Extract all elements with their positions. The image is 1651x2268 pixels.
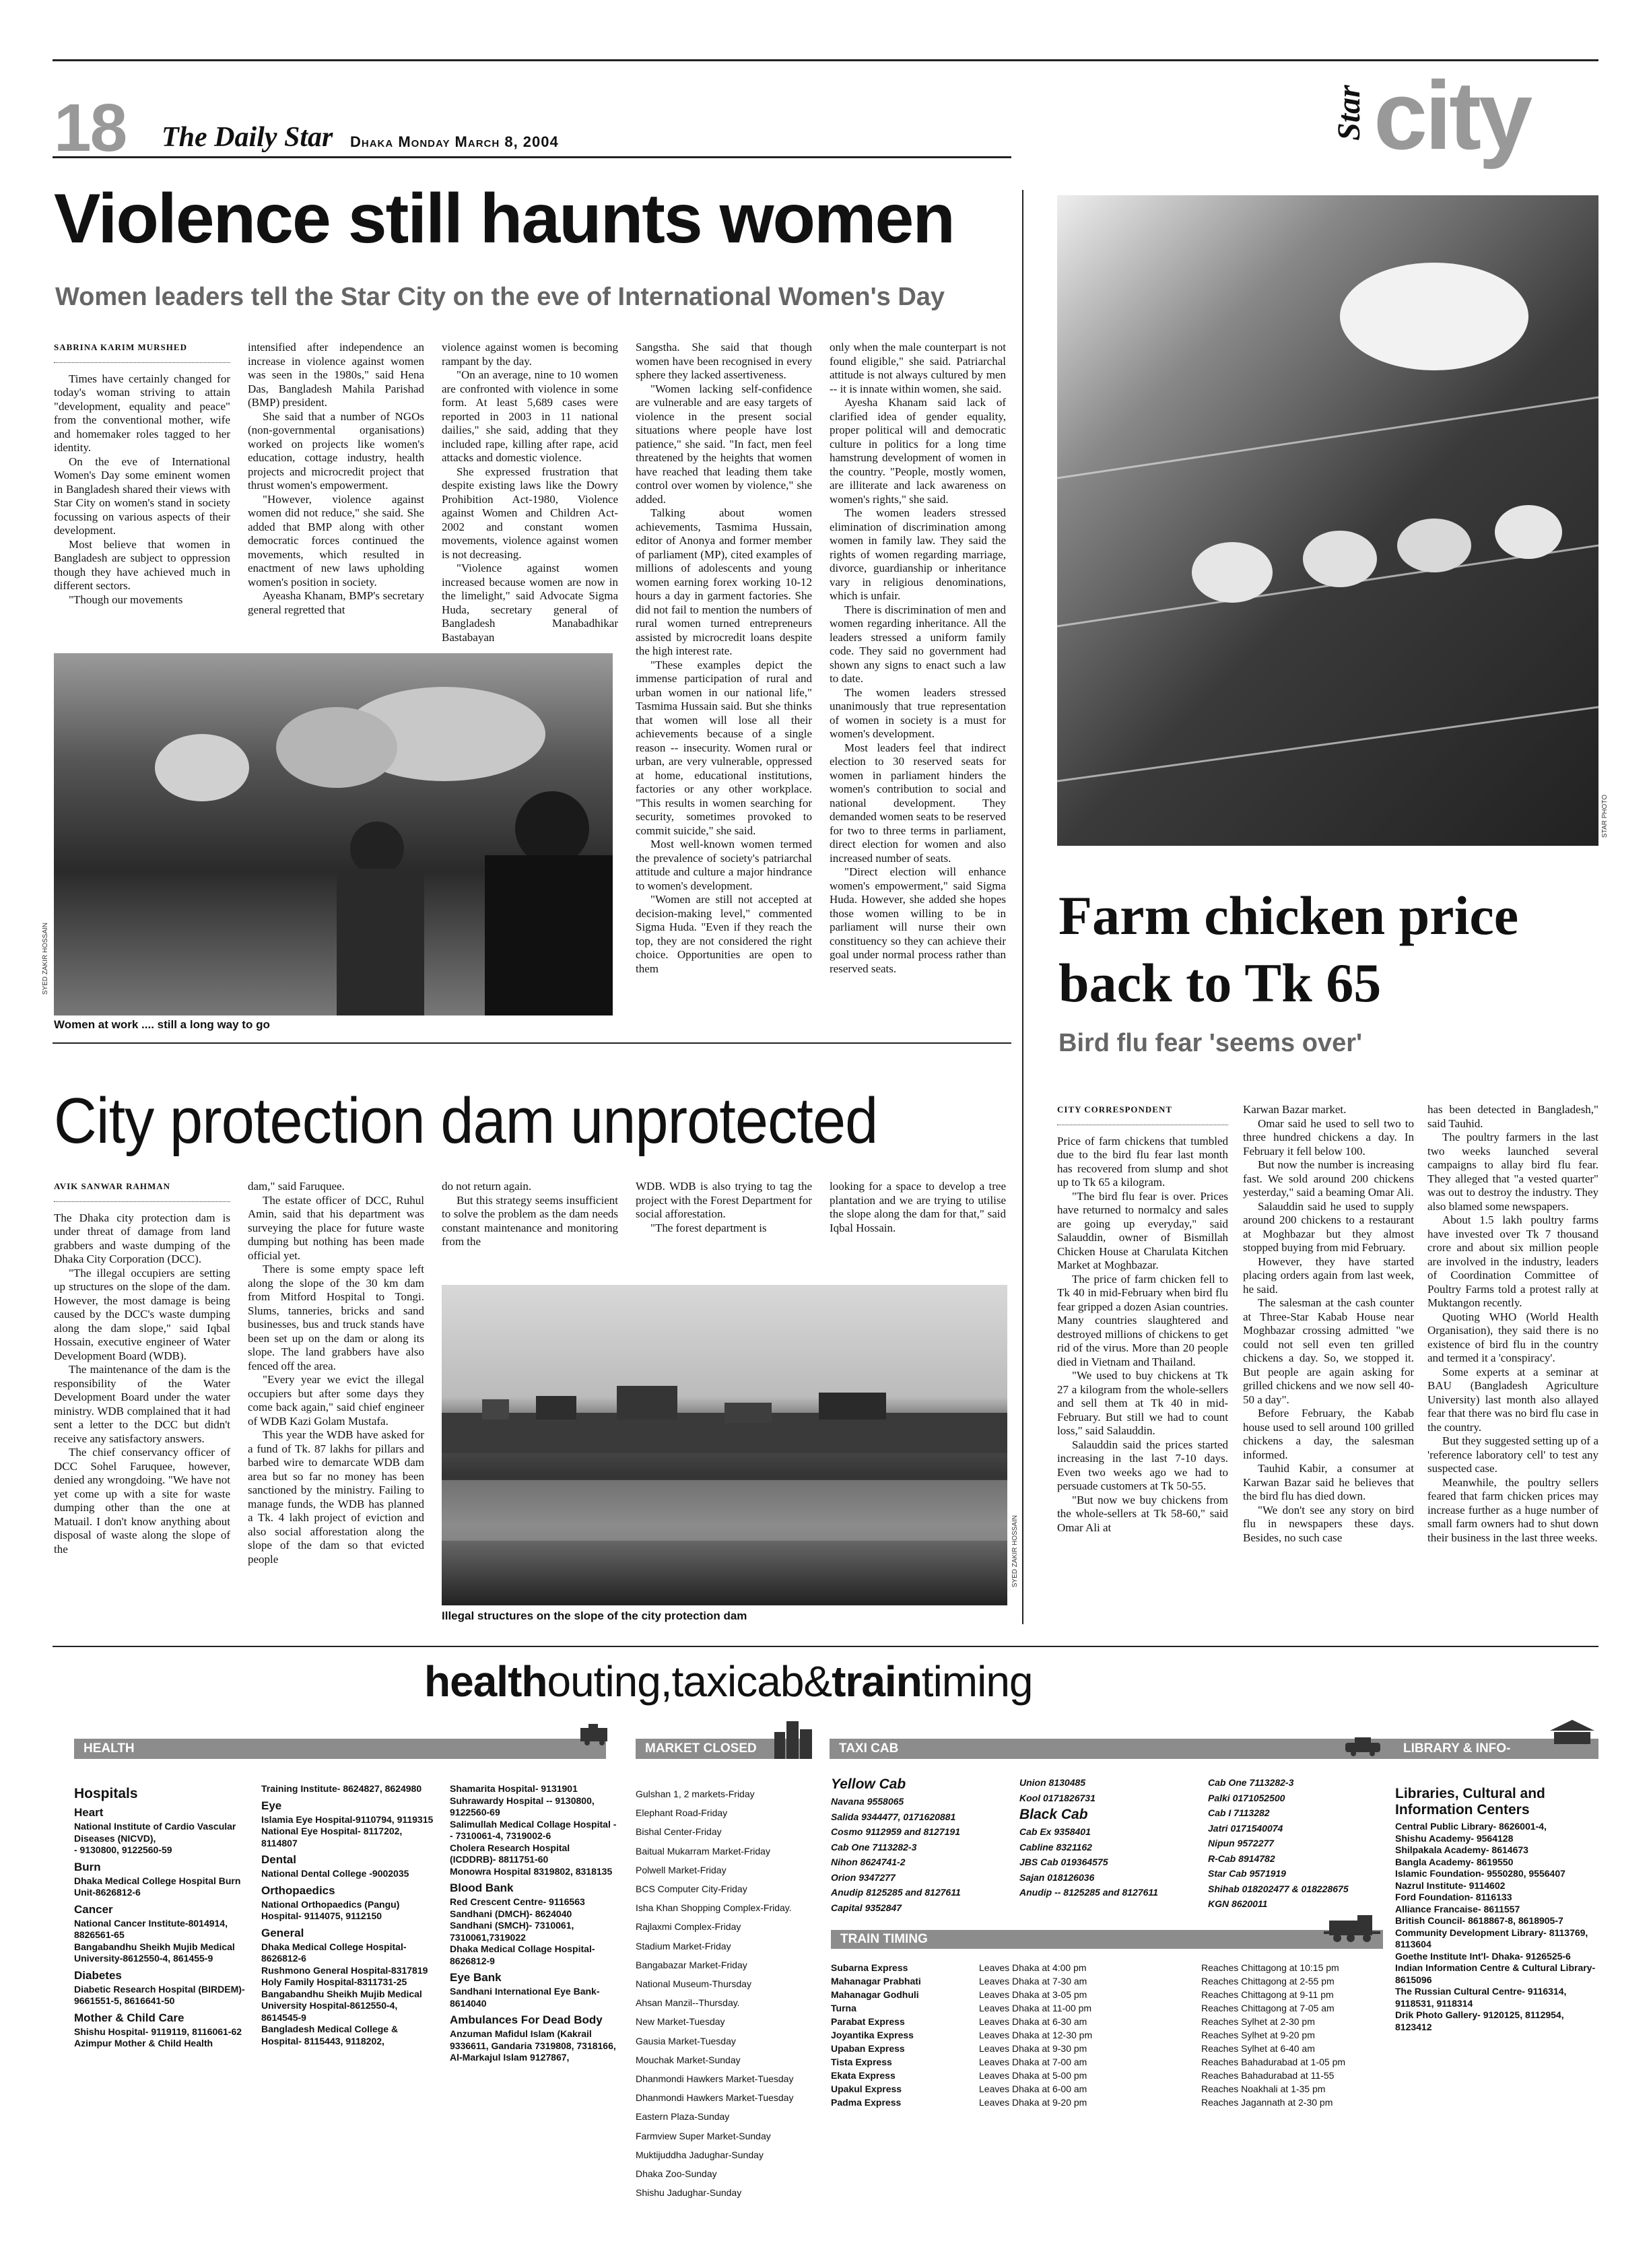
story2-col1	[1057, 1103, 1228, 1535]
paragraph: She expressed frustration that despite existing laws like the Dowry Prohibition Act-1980, Violence against Women and Children Act-2002 and constant women movements, violence against women is not decreasing.	[442, 465, 618, 561]
train-name: Mahanagar Prabhati	[831, 1976, 921, 1987]
service-line: Dhaka Medical College Hospital Burn Unit-8626812-6	[74, 1875, 241, 1898]
train-departure: Leaves Dhaka at 6-00 am	[979, 2083, 1087, 2094]
service-line: Bangabandhu Sheikh Mujib Medical University Hospital-8612550-4, 8614545-9	[261, 1988, 422, 2023]
paragraph: WDB. WDB is also trying to tag the project with the Forest Department for social afforestation.	[636, 1180, 813, 1220]
library-icon	[1549, 1719, 1596, 1745]
paragraph: There is some empty space left along the slope of the 30 km dam from Mitford Hospital to Tongi. Slums, tanneries, bricks and sand businesses, bus and truck stands have been set up on the dam or along its slope. The land grabbers have also fenced off the area.	[248, 1263, 424, 1372]
column-rule	[1022, 190, 1023, 1624]
story3-byline: AVIK SANWAR RAHMAN	[54, 1181, 171, 1191]
story3-col2	[248, 1180, 424, 1566]
train-departure: Leaves Dhaka at 12-30 pm	[979, 2030, 1093, 2040]
service-line: Shamarita Hospital- 9131901	[450, 1783, 578, 1794]
dam-photo	[442, 1285, 1007, 1605]
service-line: Salimullah Medical Collage Hospital -- 7310061-4, 7319002-6	[450, 1818, 617, 1841]
train-arrival: Reaches Sylhet at 2-30 pm	[1201, 2016, 1315, 2027]
blood-title: Blood Bank	[450, 1881, 514, 1894]
taxi-item: Shihab 018202477 & 018228675	[1208, 1883, 1349, 1894]
taxi-item: Union 8130485	[1019, 1777, 1086, 1788]
market-item: Farmview Super Market-Sunday	[636, 2130, 771, 2141]
train-row	[831, 2042, 1390, 2055]
health-col3	[450, 1783, 618, 2064]
market-item: Dhaka Zoo-Sunday	[636, 2168, 717, 2180]
service-line: Bangabandhu Sheikh Mujib Medical University-8612550-4, 861455-9	[74, 1941, 235, 1964]
service-line: Holy Family Hospital-8311731-25	[261, 1976, 407, 1987]
market-item: Ahsan Manzil--Thursday.	[636, 1997, 740, 2009]
story1-headline: Violence still haunts women	[54, 180, 954, 258]
service-line: Suhrawardy Hospital -- 9130800, 9122560-69	[450, 1795, 595, 1817]
library-item: Central Public Library- 8626001-4,	[1395, 1821, 1547, 1832]
health-col1	[74, 1778, 249, 2050]
photo-caption: Women at work .... still a long way to go	[54, 1018, 270, 1031]
taxi-label: TAXI CAB	[839, 1741, 899, 1756]
paragraph: "On an average, nine to 10 women are confronted with violence in some form. At least 5,689 cases were reported in 2003 in 11 national dailies," she said, adding that they included rape, killing after rape, acid attacks and domestic violence.	[442, 368, 618, 464]
paragraph: Omar said he used to sell two to three hundred chickens a day. In February it fell below 100.	[1243, 1116, 1414, 1158]
paragraph: But now the number is increasing fast. We sold around 200 chickens yesterday," said a beaming Omar Ali.	[1243, 1158, 1414, 1199]
taxi-item: Orion 9347277	[831, 1871, 896, 1883]
story2-col3	[1427, 1103, 1598, 1545]
story3-col5	[830, 1180, 1006, 1235]
cage-lines	[1057, 195, 1598, 846]
train-label: TRAIN TIMING	[840, 1932, 928, 1946]
train-arrival: Reaches Bahadurabad at 11-55	[1201, 2070, 1335, 2081]
market-item: Eastern Plaza-Sunday	[636, 2111, 730, 2123]
train-row	[831, 2001, 1390, 2015]
taxi-col3	[1208, 1775, 1390, 1912]
service-line: Sandhani International Eye Bank-8614040	[450, 1986, 600, 2009]
service-line: Rushmono General Hospital-8317819	[261, 1964, 428, 1976]
taxi-item: Jatri 0171540074	[1208, 1822, 1283, 1834]
service-line: National Institute of Cardio Vascular Diseases (NICVD),	[74, 1821, 236, 1844]
market-label: MARKET CLOSED	[645, 1741, 757, 1756]
mother-title: Mother & Child Care	[74, 2011, 184, 2024]
paragraph: Karwan Bazar market.	[1243, 1103, 1347, 1116]
photo-silhouettes	[54, 653, 613, 1015]
train-arrival: Reaches Noakhali at 1-35 pm	[1201, 2083, 1326, 2094]
diabetes-title: Diabetes	[74, 1968, 122, 1982]
taxi-item: Cab Ex 9358401	[1019, 1826, 1091, 1837]
story3-col4	[636, 1180, 812, 1235]
byline-rule	[54, 358, 230, 363]
paragraph: This year the WDB have asked for a fund of Tk. 87 lakhs for pillars and barbed wire to demarcate WDB dam area but so far no money has been sanctioned by the ministry. Failing to manage funds, the WDB has planned a Tk. 4 lakh project of eviction and also social afforestation along the slope of the dam so that evicted people	[248, 1428, 424, 1566]
dental-title: Dental	[261, 1853, 296, 1866]
train-departure: Leaves Dhaka at 7-30 am	[979, 1976, 1087, 1987]
service-line: Anzuman Mafidul Islam (Kakrail 9336611, Gandaria 7319808, 7318166,	[450, 2028, 616, 2051]
train-name: Mahanagar Godhuli	[831, 1989, 919, 2000]
train-name: Parabat Express	[831, 2016, 905, 2027]
paragraph: The estate officer of DCC, Ruhul Amin, said that his department was surveying the place for future waste dumping but nothing has been made official yet.	[248, 1193, 424, 1262]
train-name: Padma Express	[831, 2097, 902, 2108]
taxi-item: Anudip 8125285 and 8127611	[831, 1887, 961, 1898]
paragraph: "The illegal occupiers are setting up structures on the slope of the dam. However, the most damage is being caused by the DCC's waste dumping along the dam slope," said Iqbal Hossain, executive engineer of Water Development Board (WDB).	[54, 1266, 230, 1362]
library-item: The Russian Cultural Centre- 9116314, 9118531, 9118314	[1395, 1986, 1567, 2009]
services-banner	[424, 1658, 1033, 1705]
train-arrival: Reaches Chittagong at 9-11 pm	[1201, 1989, 1334, 2000]
train-row	[831, 2015, 1390, 2028]
taxi-item: Cabline 8321162	[1019, 1841, 1092, 1853]
train-name: Turna	[831, 2003, 856, 2013]
train-row	[831, 2096, 1390, 2109]
service-line: Dhaka Medical Collage Hospital-8626812-9	[450, 1943, 595, 1966]
dam-structures	[442, 1285, 1007, 1605]
paragraph: do not return again.	[442, 1180, 532, 1193]
top-rule	[53, 59, 1598, 61]
health-header	[74, 1739, 606, 1759]
general-title: General	[261, 1926, 304, 1939]
taxi-item: Cosmo 9112959 and 8127191	[831, 1826, 960, 1837]
train-name: Upakul Express	[831, 2083, 902, 2094]
taxi-item: Palki 0171052500	[1208, 1792, 1285, 1803]
story1-col5	[830, 341, 1006, 976]
market-item: Rajlaxmi Complex-Friday	[636, 1921, 741, 1933]
building-icon	[772, 1719, 815, 1760]
library-item: Bangla Academy- 8619550	[1395, 1856, 1514, 1867]
black-cab-title: Black Cab	[1019, 1807, 1088, 1822]
library-item: Nazrul Institute- 9114602	[1395, 1879, 1506, 1891]
photo-credit: SYED ZAKIR HOSSAIN	[42, 923, 49, 995]
dateline: Dhaka Monday March 8, 2004	[350, 133, 559, 150]
heart-title: Heart	[74, 1806, 104, 1819]
train-departure: Leaves Dhaka at 3-05 pm	[979, 1989, 1087, 2000]
market-item: Mouchak Market-Sunday	[636, 2054, 741, 2065]
story1-col3	[442, 341, 618, 644]
library-title: Libraries, Cultural and Information Centers	[1395, 1786, 1545, 1817]
train-icon	[1324, 1914, 1384, 1943]
paragraph: The salesman at the cash counter at Three-Star Kabab House near Moghbazar crossing admitted "we could not sell even ten grilled chickens a day. So, we stopped it. But people are again asking for grilled chickens and we now sell 40-50 a day".	[1243, 1296, 1414, 1406]
paragraph: Talking about women achievements, Tasmima Hussain, editor of Anonya and former member of parliament (MP), cited examples of millions of adolescents and young women earning forex working 10-12 hours a day in garment factories. She did not fail to mention the numbers of rural women turned entrepreneurs assisted by microcredit loans despite the high interest rate.	[636, 506, 812, 657]
train-departure: Leaves Dhaka at 7-00 am	[979, 2057, 1087, 2067]
library-item: British Council- 8618867-8, 8618905-7	[1395, 1915, 1563, 1926]
banner-train: train	[832, 1657, 922, 1706]
taxi-icon	[1343, 1736, 1383, 1756]
story1-byline: SABRINA KARIM MURSHED	[54, 342, 187, 352]
paragraph: Ayesha Khanam said lack of clarified idea of gender equality, proper political will and democratic culture in politics for a long time hamstrung development of women in the country. "People, mostly women, are illiterate and lack awareness on women's rights," she said.	[830, 396, 1006, 506]
library-item: Indian Information Centre & Cultural Library- 8615096	[1395, 1962, 1596, 1985]
library-item: Alliance Francaise- 8611557	[1395, 1903, 1520, 1914]
market-item: Stadium Market-Friday	[636, 1940, 731, 1952]
train-departure: Leaves Dhaka at 11-00 pm	[979, 2003, 1092, 2013]
paragraph: "Direct election will enhance women's empowerment," said Sigma Huda. However, she added she hopes those women willing to be in parliament will nurse their own constituency so they can achieve their goal under normal process rather than reserved seats.	[830, 865, 1006, 975]
train-name: Joyantika Express	[831, 2030, 914, 2040]
train-row	[831, 1961, 1390, 1974]
story2-headline-text: Farm chicken price back to Tk 65	[1058, 885, 1519, 1013]
library-item: Drik Photo Gallery- 9120125, 8112954, 8123412	[1395, 2009, 1564, 2032]
service-line: - 9130800, 9122560-59	[74, 1844, 172, 1855]
service-line: National Eye Hospital- 8117202, 8114807	[261, 1826, 403, 1848]
library-item: Shishu Academy- 9564128	[1395, 1832, 1514, 1844]
train-arrival: Reaches Chittagong at 10:15 pm	[1201, 1962, 1339, 1973]
taxi-item: JBS Cab 019364575	[1019, 1857, 1108, 1867]
paragraph: "Women are still not accepted at decision-making level," commented Sigma Huda. "Even if they reach the top, they are not considered the right choice. Opportunities are open to them	[636, 893, 812, 975]
story1-col1	[54, 341, 230, 607]
train-row	[831, 1974, 1390, 1988]
market-item: Polwell Market-Friday	[636, 1864, 727, 1875]
taxi-header	[830, 1739, 1409, 1759]
market-item: BCS Computer City-Friday	[636, 1883, 747, 1895]
paragraph: Quoting WHO (World Health Organisation), they said there is no existence of bird flu in the country and termed it a 'conspiracy'.	[1427, 1310, 1598, 1364]
story3-col1	[54, 1180, 230, 1556]
photo-credit: SYED ZAKIR HOSSAIN	[1011, 1515, 1019, 1588]
taxi-col2	[1019, 1775, 1194, 1900]
paragraph: "These examples depict the immense participation of rural and urban women in our national life," Tasmima Hussain said. But she thinks that women will lose all their achievements because of a single reason -- insecurity. Women rural or urban, are very vulnerable, oppressed at home, educational institutions, factories or any other workplace. "This results in women searching for security, sometimes provoked to commit suicide," she said.	[636, 658, 812, 837]
farm-chicken-photo	[1057, 195, 1598, 846]
story2-deck: Bird flu fear 'seems over'	[1058, 1029, 1363, 1057]
market-item: Shishu Jadughar-Sunday	[636, 2187, 742, 2199]
paragraph: "The bird flu fear is over. Prices have returned to normalcy and sales are going up everyday," said Salauddin, owner of Bismillah Chicken House at Charulata Kitchen Market at Moghbazar.	[1057, 1189, 1228, 1271]
ortho-title: Orthopaedics	[261, 1883, 335, 1897]
taxi-col1	[831, 1775, 1006, 1915]
market-item: Muktijuddha Jadughar-Sunday	[636, 2149, 764, 2160]
library-item: Islamic Foundation- 9550280, 9556407	[1395, 1868, 1565, 1879]
taxi-item: Cab One 7113282-3	[831, 1841, 917, 1853]
paragraph: "Women lacking self-confidence are vulnerable and are easy targets of violence in the present social situations where people have lost patience," she said. "In fact, men feel threatened by the heights that women have reached that leading them take control over women by violence," she added.	[636, 382, 812, 506]
taxi-item: Nihon 8624741-2	[831, 1857, 906, 1867]
service-line: Training Institute- 8624827, 8624980	[261, 1783, 422, 1794]
paragraph: "We used to buy chickens at Tk 27 a kilogram from the whole-sellers and sell them at Tk 40 in mid-February. But still we had to count loss," said Salauddin.	[1057, 1369, 1228, 1437]
story2-headline	[1058, 882, 1611, 1017]
train-name: Upaban Express	[831, 2043, 905, 2054]
paragraph: The price of farm chicken fell to Tk 40 in mid-February when bird flu fear gripped a dozen Asian countries. Many countries slaughtered and destroyed millions of chickens to get rid of the virus. More than 20 people died in Vietnam and Thailand.	[1057, 1272, 1228, 1368]
train-name: Ekata Express	[831, 2070, 896, 2081]
story-divider	[53, 1042, 1011, 1044]
market-item: Bishal Center-Friday	[636, 1826, 722, 1838]
paragraph: Meanwhile, the poultry sellers feared that farm chicken prices may increase further as a huge number of small farm owners had to shut down their business in the last three weeks.	[1427, 1475, 1598, 1544]
health-col2	[261, 1783, 436, 2047]
banner-outing: outing,taxicab&	[547, 1657, 832, 1706]
paragraph: looking for a space to develop a tree plantation and we are trying to utilise the slope along the dam for that," said Iqbal Hossain.	[830, 1180, 1006, 1234]
taxi-item: Nipun 9572277	[1208, 1838, 1275, 1848]
train-row	[831, 2082, 1390, 2096]
byline-rule	[54, 1197, 230, 1202]
paragraph: has been detected in Bangladesh," said Tauhid.	[1427, 1103, 1598, 1130]
paragraph: Most believe that women in Bangladesh are subject to oppression though they have achieved much in different sectors.	[54, 537, 230, 592]
train-table	[831, 1961, 1390, 2109]
paragraph: She said that a number of NGOs (non-governmental organisations) worked on projects like women's education, cottage industry, health projects and microcredit project that thrust women's empowerment.	[248, 409, 424, 492]
paragraph: Salauddin said he used to supply around 200 chickens to a restaurant at Moghbazar but they almost stopped buying from mid February.	[1243, 1199, 1414, 1254]
train-arrival: Reaches Jagannath at 2-30 pm	[1201, 2097, 1333, 2108]
service-line: Diabetic Research Hospital (BIRDEM)- 9661551-5, 8616641-50	[74, 1983, 245, 2006]
taxi-item: Navana 9558065	[831, 1796, 904, 1807]
market-item: Dhanmondi Hawkers Market-Tuesday	[636, 2073, 794, 2085]
story3-col3	[442, 1180, 618, 1249]
health-label: HEALTH	[83, 1741, 135, 1756]
paragraph: "We don't see any story on bird flu in newspapers these days. Besides, no such case	[1243, 1503, 1414, 1544]
byline-rule	[1057, 1120, 1228, 1125]
women-at-work-photo	[54, 653, 613, 1015]
train-name: Subarna Express	[831, 1962, 908, 1973]
taxi-item: KGN 8620011	[1208, 1898, 1268, 1909]
paragraph: The women leaders stressed unanimously that true representation of women in society is a must for women's development.	[830, 686, 1006, 740]
paragraph: intensified after independence an increase in violence against women was seen in the 1980s," said Hena Das, Bangladesh Mahila Parishad (BMP) president.	[248, 341, 424, 409]
paragraph: The chief conservancy officer of DCC Sohel Faruquee, however, denied any wrongdoing. "We have not yet come up with a site for waste dumping other than the one at Matuail. I don't know anything about disposal of waste along the slope of the	[54, 1446, 230, 1556]
paragraph: Times have certainly changed for today's woman striving to attain "development, equality and peace" from the conventional mother, wife and homemaker roles tagged to her identity.	[54, 372, 230, 454]
market-item: Gulshan 1, 2 markets-Friday	[636, 1789, 755, 1799]
train-arrival: Reaches Sylhet at 6-40 am	[1201, 2043, 1315, 2054]
page-number: 18	[54, 90, 127, 166]
paragraph: violence against women is becoming rampant by the day.	[442, 341, 618, 368]
taxi-item: Salida 9344477, 0171620881	[831, 1811, 956, 1822]
service-line: National Cancer Institute-8014914, 8826561-65	[74, 1917, 228, 1940]
yellow-cab-title: Yellow Cab	[831, 1776, 906, 1792]
taxi-item: R-Cab 8914782	[1208, 1853, 1275, 1864]
masthead-rule	[53, 156, 1011, 158]
taxi-item: Kool 0171826731	[1019, 1792, 1096, 1803]
paragraph: The maintenance of the dam is the responsibility of the Water Development Board under the water ministry. WDB complained that it had sent a letter to the DCC but didn't receive any satisfactory answers.	[54, 1363, 230, 1445]
train-arrival: Reaches Chittagong at 7-05 am	[1201, 2003, 1335, 2013]
taxi-item: Anudip -- 8125285 and 8127611	[1019, 1887, 1158, 1898]
market-item: New Market-Tuesday	[636, 2016, 725, 2028]
paragraph: The Dhaka city protection dam is under threat of damage from land grabbers and waste dumping of the Dhaka City Corporation (DCC).	[54, 1211, 230, 1265]
paragraph: dam," said Faruquee.	[248, 1180, 345, 1193]
section-star-logo: Star	[1330, 85, 1367, 141]
market-item: Elephant Road-Friday	[636, 1807, 728, 1819]
banner-timing: timing	[921, 1657, 1033, 1706]
service-line: Islamia Eye Hospital-9110794, 9119315	[261, 1813, 434, 1825]
service-line: Monowra Hospital 8319802, 8318135	[450, 1865, 613, 1877]
paragraph: Salauddin said the prices started increasing in the last 7-10 days. Even two weeks ago we had to persuade customers at Tk 50-55.	[1057, 1438, 1228, 1492]
service-line: Azimpur Mother & Child Health	[74, 2038, 213, 2048]
train-arrival: Reaches Chittagong at 2-55 pm	[1201, 1976, 1335, 1987]
train-name: Tista Express	[831, 2057, 892, 2067]
paragraph: Before February, the Kabab house used to sell around 100 grilled chickens a day, the salesman informed.	[1243, 1407, 1414, 1461]
paragraph: There is discrimination of men and women regarding inheritance. All the leaders stressed a uniform family code. They said no government had shown any signs to enact such a law to date.	[830, 603, 1006, 685]
paragraph: "Every year we evict the illegal occupiers but after some days they come back again," said chief engineer of WDB Kazi Golam Mustafa.	[248, 1373, 424, 1428]
service-line: Cholera Research Hospital (ICDDRB)- 8811751-60	[450, 1842, 570, 1865]
market-item: Isha Khan Shopping Complex-Friday.	[636, 1902, 792, 1914]
library-col	[1395, 1778, 1597, 2033]
market-list	[636, 1785, 817, 2202]
market-item: Baitual Mukarram Market-Friday	[636, 1845, 770, 1857]
paragraph: "However, violence against women did not reduce," she said. She added that BMP along with other democratic forces continued the movements, which resulted in enactment of new laws upholding women's position in society.	[248, 492, 424, 589]
paragraph: "But now we buy chickens from the whole-sellers at Tk 58-60," said Omar Ali at	[1057, 1493, 1228, 1534]
cancer-title: Cancer	[74, 1902, 113, 1916]
train-departure: Leaves Dhaka at 9-30 pm	[979, 2043, 1087, 2054]
train-departure: Leaves Dhaka at 5-00 pm	[979, 2070, 1087, 2081]
library-item: Shilpakala Academy- 8614673	[1395, 1844, 1528, 1855]
library-item: Community Development Library- 8113769, 8113604	[1395, 1927, 1588, 1949]
paragraph: Some experts at a seminar at BAU (Bangladesh Agriculture University) last month also allayed fear that there was no bird flu case in the country.	[1427, 1365, 1598, 1434]
market-item: Bangabazar Market-Friday	[636, 1959, 747, 1970]
paragraph: But this strategy seems insufficient to solve the problem as the dam needs constant maintenance and monitoring from the	[442, 1193, 618, 1248]
section-city-logo: city	[1374, 61, 1530, 170]
story1-col4	[636, 341, 812, 976]
service-line: National Dental College -9002035	[261, 1868, 409, 1879]
story3-headline: City protection dam unprotected	[54, 1085, 878, 1157]
service-line: Sandhani (SMCH)- 7310061, 7310061,7319022	[450, 1920, 574, 1943]
paragraph: "The forest department is	[650, 1221, 767, 1234]
market-item: Dhanmondi Hawkers Market-Tuesday	[636, 2092, 794, 2104]
train-row	[831, 2069, 1390, 2082]
paragraph: Most leaders feel that indirect election to 30 reserved seats for women in parliament hinders the women's contribution to social and national development. They demanded women seats to be reserved for two to three terms in parliament, direct election for women and also increased number of seats.	[830, 741, 1006, 865]
paragraph: "Violence against women increased because women are now in the limelight," said Advocate Sigma Huda, secretary general of Bangladesh Manabadhikar Bastabayan	[442, 562, 618, 644]
taxi-item: Capital 9352847	[831, 1902, 902, 1913]
library-item: Goethe Institute Int'l- Dhaka- 9126525-6	[1395, 1950, 1571, 1962]
train-departure: Leaves Dhaka at 6-30 am	[979, 2016, 1087, 2027]
taxi-item: Star Cab 9571919	[1208, 1868, 1286, 1879]
market-item: Gausia Market-Tuesday	[636, 2035, 736, 2046]
paper-name: The Daily Star	[162, 122, 333, 153]
paragraph: Sangstha. She said that though women have been recognised in every sphere they lacked assertiveness.	[636, 341, 812, 381]
train-departure: Leaves Dhaka at 9-20 pm	[979, 2097, 1087, 2108]
paragraph: only when the male counterpart is not found eligible," she said. Patriarchal attitude is not always cultured by men -- it is innate within women, she said.	[830, 341, 1006, 395]
paragraph: The poultry farmers in the last two weeks launched several campaigns to allay bird flu fear. They alleged that "a vested quarter" was out to destroy the industry. They also blamed some newspapers.	[1427, 1131, 1598, 1213]
paragraph: Most well-known women termed the prevalence of society's patriarchal attitude and culture a major hindrance to women's development.	[636, 838, 812, 892]
paragraph: However, they have started placing orders again from last week, he said.	[1243, 1255, 1414, 1296]
train-row	[831, 2055, 1390, 2069]
service-line: Bangladesh Medical College & Hospital- 8115443, 9118202,	[261, 2024, 399, 2046]
service-line: Shishu Hospital- 9119119, 8116061-62	[74, 2026, 242, 2037]
story2-col2	[1243, 1103, 1414, 1545]
taxi-item: Cab I 7113282	[1208, 1807, 1270, 1818]
eyebank-title: Eye Bank	[450, 1971, 502, 1984]
eye-title: Eye	[261, 1799, 282, 1812]
ambulance-title: Ambulances For Dead Body	[450, 2013, 603, 2026]
banner-health: health	[424, 1657, 547, 1706]
train-row	[831, 2028, 1390, 2042]
hospitals-title: Hospitals	[74, 1786, 138, 1801]
photo-credit: STAR PHOTO	[1601, 795, 1609, 838]
paragraph: But they suggested setting up of a 'reference laboratory cell' to test any suspected case.	[1427, 1434, 1598, 1475]
train-departure: Leaves Dhaka at 4:00 pm	[979, 1962, 1087, 1973]
ambulance-icon	[579, 1721, 613, 1745]
service-line: National Orthopaedics (Pangu) Hospital- 9114075, 9112150	[261, 1898, 400, 1921]
burn-title: Burn	[74, 1860, 101, 1873]
services-top-rule	[53, 1646, 1598, 1647]
train-row	[831, 1988, 1390, 2001]
paragraph: Ayeasha Khanam, BMP's secretary general regretted that	[248, 589, 424, 616]
paragraph: "Though our movements	[69, 593, 183, 606]
service-line: Sandhani (DMCH)- 8624040	[450, 1908, 572, 1919]
train-arrival: Reaches Sylhet at 9-20 pm	[1201, 2030, 1315, 2040]
story2-byline: CITY CORRESPONDENT	[1057, 1104, 1173, 1114]
library-item: Ford Foundation- 8116133	[1395, 1892, 1512, 1902]
service-line: Red Crescent Centre- 9116563	[450, 1896, 585, 1907]
paragraph: The women leaders stressed elimination of discrimination among women in family law. They said the rights of women regarding marriage, divorce, guardianship or inheritance vary in religious denominations, which is unfair.	[830, 506, 1006, 602]
market-item: National Museum-Thursday	[636, 1978, 751, 1990]
taxi-item: Cab One 7113282-3	[1208, 1777, 1294, 1788]
library-label: LIBRARY & INFO-	[1403, 1741, 1511, 1756]
paragraph: On the eve of International Women's Day some eminent women in Bangladesh shared their views with Star City on women's stand in society focussing on various aspects of their development.	[54, 455, 230, 537]
service-line: Dhaka Medical College Hospital-8626812-6	[261, 1941, 407, 1964]
paragraph: About 1.5 lakh poultry farms have invested over Tk 7 thousand crore and about six million people are involved in the industry, leaders of Coordination Committee of Poultry Farms told a protest rally at Muktangon recently.	[1427, 1213, 1598, 1309]
story1-col2	[248, 341, 424, 617]
story1-deck: Women leaders tell the Star City on the eve of International Women's Day	[55, 283, 945, 311]
taxi-item: Sajan 018126036	[1019, 1871, 1095, 1883]
paragraph: Tauhid Kabir, a consumer at Karwan Bazar said he believes that the bird flu has died down.	[1243, 1462, 1414, 1502]
train-arrival: Reaches Bahadurabad at 1-05 pm	[1201, 2057, 1346, 2067]
photo-caption: Illegal structures on the slope of the city protection dam	[442, 1609, 747, 1622]
train-header	[831, 1930, 1383, 1949]
paragraph: Price of farm chickens that tumbled due to the bird flu fear last month has recovered from slump and shot up to Tk 65 a kilogram.	[1057, 1134, 1228, 1189]
service-line: Al-Markajul Islam 9127867,	[450, 2052, 570, 2063]
